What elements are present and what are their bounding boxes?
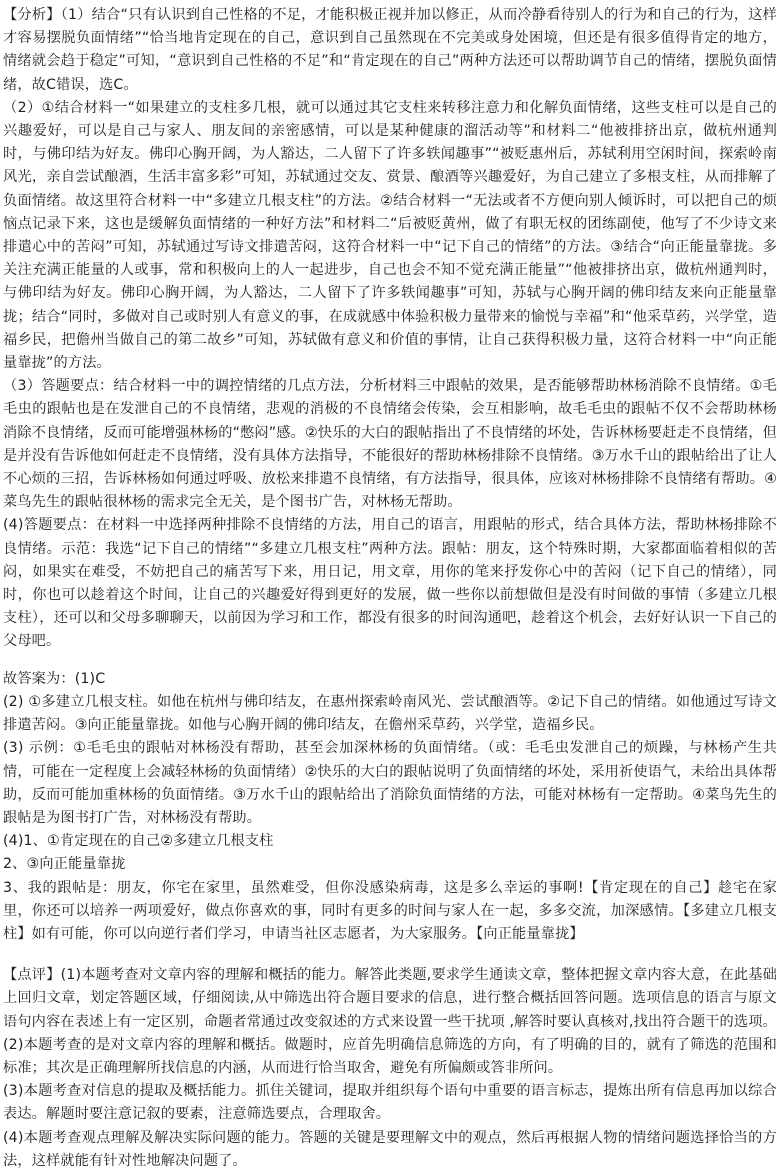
comment-paragraph-1: 【点评】(1)本题考查对文章内容的理解和概括的能力。解答此类题,要求学生通读文章，整体把握文章内容大意，在此基础上回归文章，划定答题区域，仔细阅读,从中筛选出符合题目要求的信息，进行整合概括回答问题。选项信息的语言与原文语句内容在表述上有一定区别，命题者常通过改变叙述的方式来设置一些干扰项 ,解答时要认真核对,找出符合题干的选项。 [3,967,777,1030]
section-spacer [3,946,777,964]
answer-line-4: (4)1、①肯定现在的自己②多建立几根支柱 [3,833,274,850]
analysis-paragraph-2: （2）①结合材料一“如果建立的支柱多几根，就可以通过其它支柱来转移注意力和化解负面情绪，这些支柱可以是自己的兴趣爱好，可以是自己与家人、朋友间的亲密感情，可以是某种健康的溜活动等”和材料二“他被排挤出京，做杭州通判时，与佛印结为好友。佛印心胸开阔，为人豁达，二人留下了许多轶闻趣事”“被贬惠州后，苏轼利用空闲时间，探索岭南风光，亲自尝试酿酒，生活丰富多彩”可知，苏轼通过交友、赏景、酿酒等兴趣爱好，为自己建立了多根支柱，从而排解了负面情绪。故这里符合材料一中“多建立几根支柱”的方法。②结合材料一“无法或者不方便向别人倾诉时，可以把自己的烦恼点记录下来，这也是缓解负面情绪的一种好方法”和材料二“后被贬黄州，做了有职无权的团练副使，他写了不少诗文来排遣心中的苦闷”可知，苏轼通过写诗文排遣苦闷，这符合材料一中“记下自己的情绪”的方法。③结合“向正能量靠拢。多关注充满正能量的人或事，常和积极向上的人一起进步，自己也会不知不觉充满正能量”“他被排挤出京，做杭州通判时，与佛印结为好友。佛印心胸开阔，为人豁达，二人留下了许多轶闻趣事”可知，苏轼与心胸开阔的佛印结友来向正能量靠拢；结合“同时，多做对自己或时别人有意义的事，在成就感中体验积极力量带来的愉悦与幸福”和“他采草药，兴学堂，造福乡民，把儋州当做自己的第二故乡”可知，苏轼做有意义和价值的事情，让自己获得积极力量，这符合材料一中“向正能量靠拢”的方法。 [3,99,777,372]
analysis-paragraph-1: 【分析】（1）结合“只有认识到自己性格的不足，才能积极正视并加以修正，从而冷静看待别人的行为和自己的行为，这样才容易摆脱负面情绪”“恰当地肯定现在的自己，意识到自己虽然现在不完美或身处困境，但还是有很多值得肯定的地方，情绪就会趋于稳定”可知，“意识到自己性格的不足”和“肯定现在的自己”两种方法还可以帮助调节自己的情绪，摆脱负面情绪，故C错误，选C。 [3,7,777,93]
analysis-section [3,4,777,654]
answer-line-6: 3、我的跟帖是：朋友，你宅在家里，虽然难受，但你没感染病毒，这是多么幸运的事啊!【肯定现在的自己】趁宅在家里，你还可以培养一两项爱好，做点你喜欢的事，同时有更多的时间与家人在一起，多多交流，加深感情。【多建立几根支柱】如有可能，你可以向逆行者们学习，申请当社区志愿者，为大家服务。【向正能量靠拢】 [3,879,777,942]
comment-paragraph-3: (3)本题考查对信息的提取及概括能力。抓住关键词，提取并组织每个语句中重要的语言标志，提炼出所有信息再加以综合表达。解题时要注意记叙的要素，注意筛选要点，合理取舍。 [3,1083,777,1123]
answer-line-5: 2、③向正能量靠拢 [3,856,126,873]
section-spacer [3,654,777,668]
analysis-paragraph-3: （3）答题要点：结合材料一中的调控情绪的几点方法，分析材料三中跟帖的效果，是否能够帮助林杨消除不良情绪。①毛毛虫的跟帖也是在发泄自己的不良情绪，悲观的消极的不良情绪会传染，会互相影响，故毛毛虫的跟帖不仅不会帮助林杨消除不良情绪，反而可能增强林杨的“憋闷”感。②快乐的大白的跟帖指出了不良情绪的坏处，告诉林杨要赶走不良情绪，但是并没有告诉他如何赶走不良情绪，没有具体方法指导，不能很好的帮助林杨排除不良情绪。③万水千山的跟帖给出了让人不心烦的三招，告诉林杨如何通过呼吸、放松来排遣不良情绪，有方法指导，很具体，应该对林杨排除不良情绪有帮助。④菜鸟先生的跟帖很林杨的需求完全无关，是个图书广告，对林杨无帮助。 [3,378,777,511]
comment-section [3,964,777,1173]
answer-section [3,668,777,946]
comment-paragraph-4: (4)本题考查观点理解及解决实际问题的能力。答题的关键是要理解文中的观点，然后再根据人物的情绪问题选择恰当的方法，这样就能有针对性地解决问题了。 [3,1129,777,1169]
comment-paragraph-2: (2)本题考查的是对文章内容的理解和概括。做题时，应首先明确信息筛选的方向，有了明确的目的，就有了筛选的范围和标准；其次是正确理解所找信息的内涵，从而进行恰当取舍，避免有所偏颇或答非所问。 [3,1036,777,1076]
answer-line-1: 故答案为：(1)C [3,670,106,687]
analysis-paragraph-4: (4)答题要点：在材料一中选择两种排除不良情绪的方法，用自己的语言，用跟帖的形式，结合具体方法，帮助林杨排除不良情绪。示范：我选“记下自己的情绪”“多建立几根支柱”两种方法。跟帖：朋友，这个特殊时期，大家都面临着相似的苦闷，如果实在难受，不妨把自己的痛苦写下来，用日记，用文章，用你的笔来抒发你心中的苦闷（记下自己的情绪），同时，你也可以趁着这个时间，让自己的兴趣爱好得到更好的发展，做一些你以前想做但是没有时间做的事情（多建立几根支柱），还可以和父母多聊聊天，以前因为学习和工作，都没有很多的时间沟通吧，趁着这个机会，去好好认识一下自己的父母吧。 [3,517,777,650]
answer-line-3: (3) 示例：①毛毛虫的跟帖对林杨没有帮助，甚至会加深林杨的负面情绪。（或：毛毛虫发泄自己的烦躁，与林杨产生共情，可能在一定程度上会减轻林杨的负面情绪）②快乐的大白的跟帖说明了负面情绪的坏处，采用祈使语气，未给出具体帮助，反而可能加重林杨的负面情绪。③万水千山的跟帖给出了消除负面情绪的方法，可能对林杨有一定帮助。④菜鸟先生的跟帖是为图书打广告，对林杨没有帮助。 [3,740,777,826]
answer-line-2: (2) ①多建立几根支柱。如他在杭州与佛印结友，在惠州探索岭南风光、尝试酿酒等。②记下自己的情绪。如他通过写诗文排遣苦闷。③向正能量靠拢。如他与心胸开阔的佛印结友，在儋州采草药，兴学堂，造福乡民。 [3,693,777,734]
